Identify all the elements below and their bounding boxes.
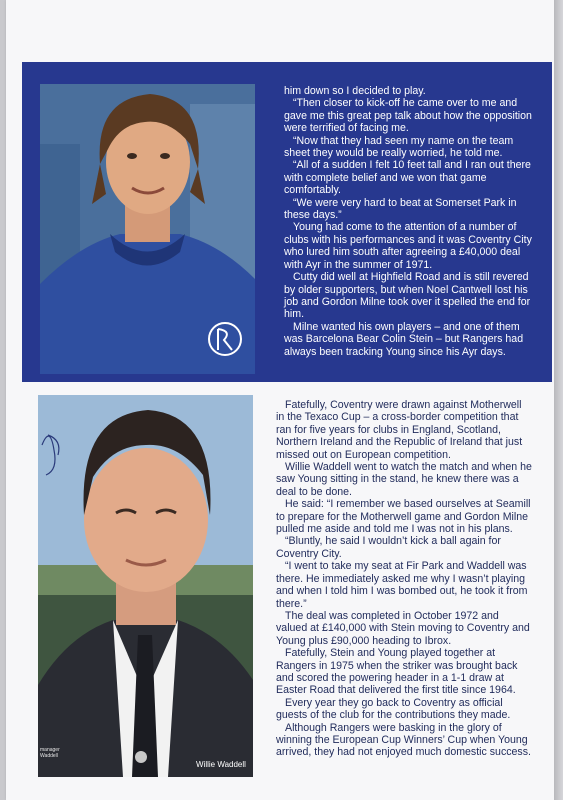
bottom-paragraph: Fatefully, Coventry were drawn against Motherwell in the Texaco Cup – a cross-border competition that ran for five years for clubs in England, Scotland, Northern Ireland and the Republic of Ireland that just missed out on European competition. [276, 399, 523, 461]
bottom-article-column [276, 399, 532, 759]
bottom-paragraph: Although Rangers were basking in the glory of winning the European Cup Winners’ Cup when Young arrived, they had not enjoyed much domestic success. [276, 721, 531, 759]
top-paragraph: “We were very hard to beat at Somerset Park in these days.” [284, 196, 517, 222]
bottom-paragraph: “Bluntly, he said I wouldn’t kick a ball again for Coventry City. [276, 535, 501, 560]
top-paragraph: Cutty did well at Highfield Road and is still revered by older supporters, but when Noel Cantwell lost his job and Gordon Milne took over it spelled the end for him. [284, 271, 531, 321]
page-edge-shadow [554, 0, 563, 800]
bottom-paragraph: Every year they go back to Coventry as official guests of the club for the contributions they made. [276, 696, 511, 722]
top-paragraph: “Then closer to kick-off he came over to me and gave me this great pep talk about how the opposition were terrified of facing me. [284, 97, 532, 135]
top-paragraph: “Now that they had seen my name on the team sheet they would be really worried, he told me. [284, 134, 514, 160]
manager-portrait-photo [38, 395, 253, 777]
top-article-column [284, 85, 532, 358]
bottom-paragraph: He said: “I remember we based ourselves at Seamill to prepare for the Motherwell game and Gordon Milne pulled me aside and told me I was not in his plans. [276, 498, 531, 536]
bottom-paragraph: Willie Waddell went to watch the match and when he saw Young sitting in the stand, he knew there was a deal to be done. [276, 461, 532, 498]
top-paragraph: Milne wanted his own players – and one of them was Barcelona Bear Colin Stein – but Rangers had always been tracking Young since his Ayr days. [284, 320, 524, 358]
top-paragraph: him down so I decided to play. [284, 85, 426, 97]
player-portrait-photo [40, 84, 255, 374]
top-paragraph: Young had come to the attention of a number of clubs with his performances and it was Coventry City who lured him south after agreeing a £40,000 deal with Ayr in the summer of 1971. [284, 221, 532, 271]
bottom-paragraph: The deal was completed in October 1972 and valued at £140,000 with Stein moving to Coventry and Young plus £90,000 heading to Ibrox. [276, 609, 530, 647]
bottom-paragraph: Fatefully, Stein and Young played together at Rangers in 1975 when the striker was brought back and scored the powering header in a 1-1 draw at Easter Road that delivered the first title since 1964. [276, 647, 518, 697]
photo-small-caption: manager Waddell [40, 747, 60, 759]
top-paragraph: “All of a sudden I felt 10 feet tall and I ran out there with complete belief and we won that game comfortably. [284, 159, 531, 197]
bottom-paragraph: “I went to take my seat at Fir Park and Waddell was there. He immediately asked me why I wasn’t playing and when I told him I was bombed out, he took it from there.” [276, 560, 528, 610]
player-portrait-illustration [40, 84, 255, 374]
manager-portrait-illustration [38, 395, 253, 777]
photo-caption-willie-waddell: Willie Waddell [196, 760, 246, 769]
